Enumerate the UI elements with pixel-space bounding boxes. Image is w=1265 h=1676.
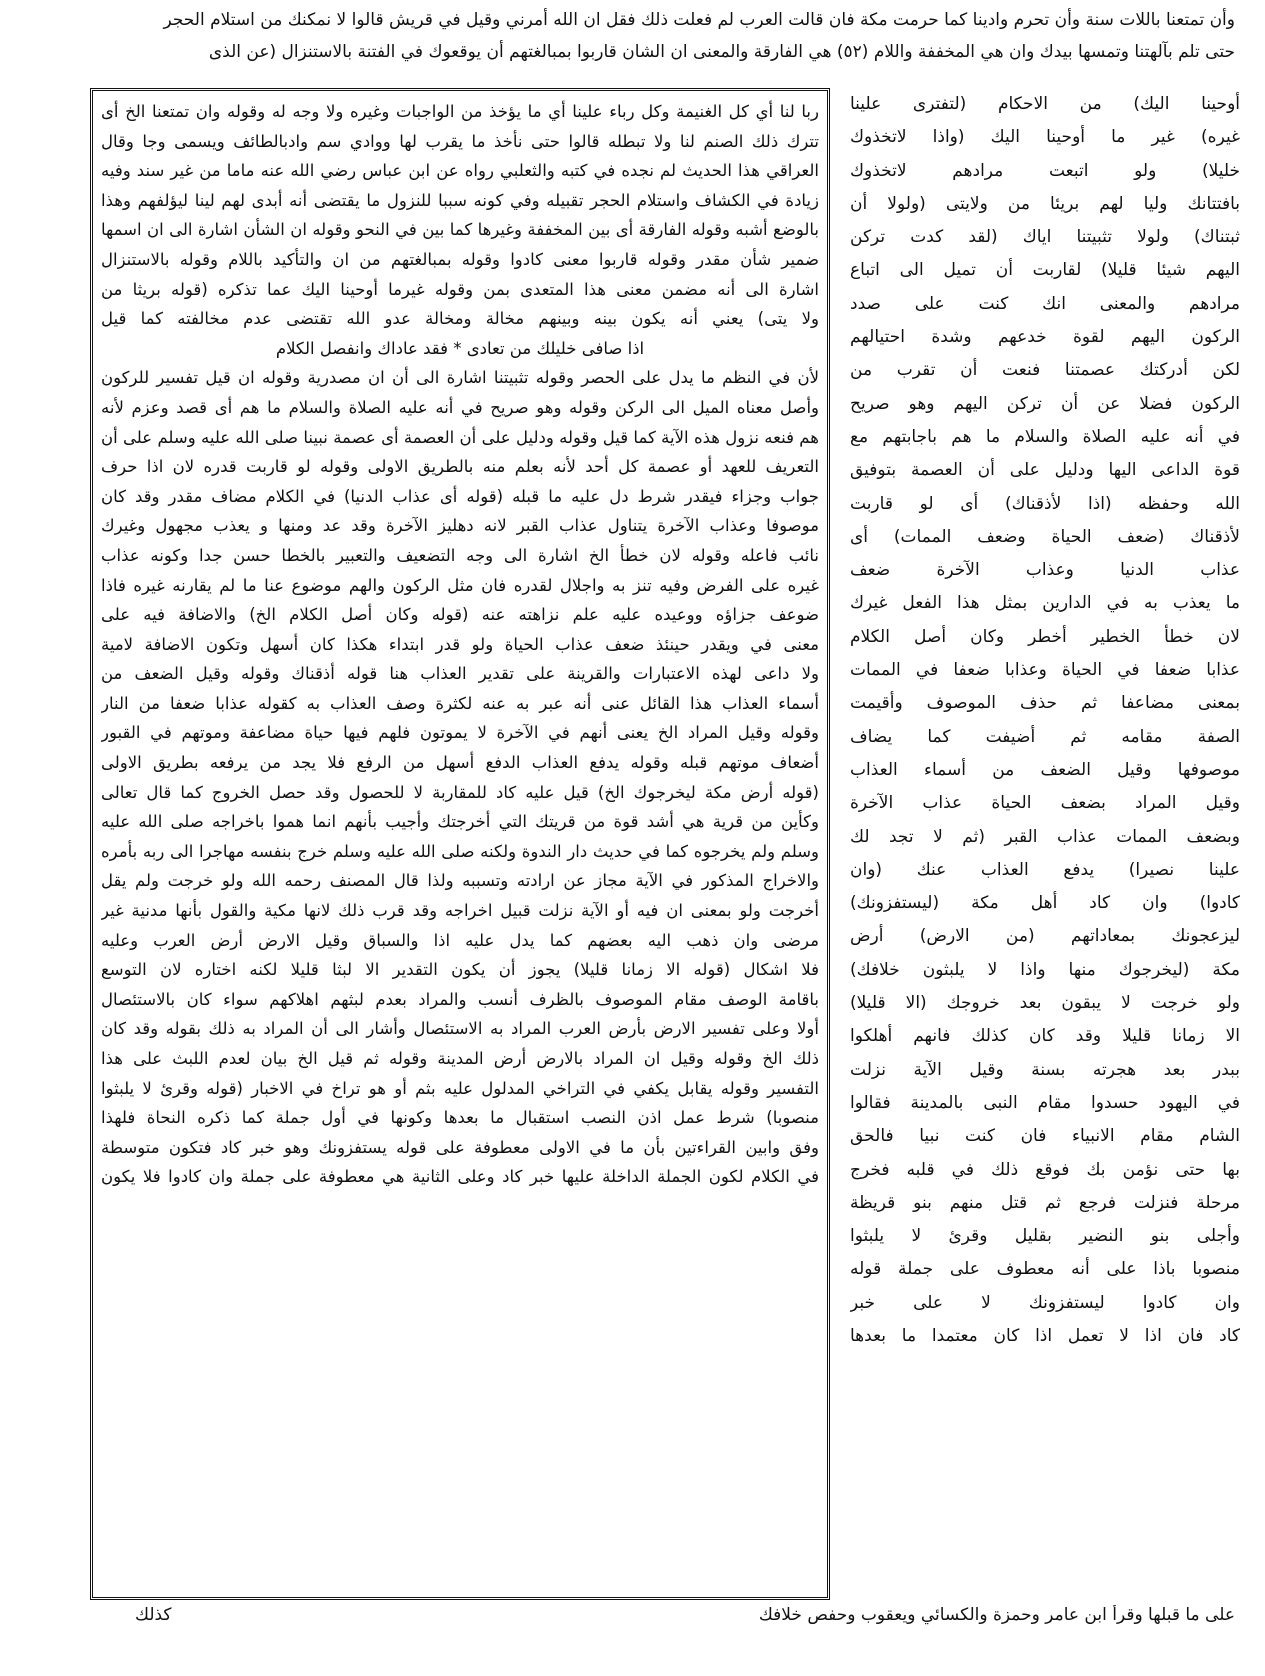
matn-line: موصوفها وقيل الضعف من أسماء العذاب <box>850 759 1240 780</box>
matn-line: اليهم شيئا قليلا) لقاربت أن تميل الى اتباع <box>850 260 1240 281</box>
commentary-line: في الكلام لكون الجملة الداخلة عليها خبر كاد وعلى الثانية هي معطوفة على جملة وان كادوا فلا يكون <box>101 1167 819 1187</box>
commentary-line: ولا يتى) يعني أنه يكون بينه وبينهم مخالة ومخالة عدو الله تقتضى عدم مخالفته كما قيل <box>101 309 819 329</box>
header-line-2: حتى تلم بآلهتنا وتمسها بيدك وان هي المخففة واللام (٥٢) هي الفارقة والمعنى ان الشان قاربوا بمبالغتهم أن يوقعوك في الفتنة بالاستنزال (عن الذى <box>208 42 1235 62</box>
commentary-line: لأن في النظم ما يدل على الحصر وقوله تثبيتنا اشارة الى أن ان مصدرية وقوله ان قيل تفسير للركون <box>101 368 819 388</box>
commentary-line: ولا داعى لهذه الاعتبارات والقرينة على تقدير العذاب هنا قوله أذقناك وقوله وقيل الضعف من <box>101 664 819 684</box>
commentary-line: غيره على الفرض وفيه تنز به واجلال لقدره فان مثل الركون والهم موضوع عنا ما لم يقارنه غيره فاذا <box>101 575 819 595</box>
matn-line: وأجلى بنو النضير بقليل وقرئ لا يلبثوا <box>850 1226 1240 1247</box>
matn-line: في أنه عليه الصلاة والسلام ما هم باجابتهم مع <box>850 426 1240 447</box>
commentary-line: ضوعف جزاؤه ووعيده عليه علم نزاهته عنه (قوله وكان أصل الكلام الخ) والاضافة فيه على <box>101 605 819 625</box>
matn-line: مرحلة فنزلت فرجع ثم قتل منهم بنو قريظة <box>850 1192 1240 1213</box>
commentary-line: التفسير وقوله يقابل يكفي في التراخي المدلول عليه بثم أو هو تراخ في الاخبار (قوله وقرئ لا يلبثوا <box>101 1078 819 1098</box>
matn-line: ليزعجونك بمعاداتهم (من الارض) أرض <box>850 926 1240 947</box>
commentary-line: هم فنعه نزول هذه الآية كما قيل وقوله ودليل على أن العصمة أى عصمة نبينا صلى الله عليه وسلم على أن <box>101 427 819 447</box>
matn-line: قوة الداعى اليها ودليل على أن العصمة بتوفيق <box>850 460 1240 481</box>
matn-line: لان خطأ الخطير أخطر وكان أصل الكلام <box>850 626 1240 647</box>
matn-line: ثبتناك) ولولا تثبيتنا اياك (لقد كدت تركن <box>850 227 1240 248</box>
matn-line: وبضعف الممات عذاب القبر (ثم لا تجد لك <box>850 826 1240 847</box>
matn-line: في اليهود حسدوا مقام النبى بالمدينة فقالوا <box>850 1092 1240 1113</box>
header-line-1: وأن تمتعنا باللات سنة وأن تحرم وادينا كما حرمت مكة فان قالت العرب لم فعلت ذلك فقل ان الله أمرني وقيل في قريش قالوا لا نمكنك من استلام الحجر <box>163 10 1235 30</box>
matn-line: خليلا) ولو اتبعت مرادهم لاتخذوك <box>850 160 1240 181</box>
commentary-line: أولا وعلى تفسير الارض بأرض العرب المراد به الاستئصال وأشار الى أن المراد به ذلك بقوله وقد كان <box>101 1019 819 1039</box>
commentary-line: اشارة الى أنه مضمن معنى هذا المتعدى بمن وقوله غيرما أوحينا اليك عما تذكره (قوله بريثا من <box>101 279 819 299</box>
matn-line: الركون اليهم لقوة خدعهم وشدة احتيالهم <box>850 327 1240 348</box>
commentary-line: زيادة في الكشاف واستلام الحجر تقبيله وفي كونه سببا للنزول ما يقتضى أنه أبدى لهم لينا ليؤلفهم وهذا <box>101 190 819 210</box>
matn-line: الشام مقام الانبياء فان كنت نبيا فالحق <box>850 1126 1240 1147</box>
commentary-line: أضعاف موتهم قبله وقوله يدفع العذاب الدفع أسهل من الرفع فلا يجد من يرفعه بطريق الاولى <box>101 753 819 773</box>
matn-line: وان كادوا ليستفزونك لا على خبر <box>850 1292 1240 1313</box>
commentary-line: منصوبا) شرط عمل اذن النصب استقبال ما بعدها وكونها في أول جملة كما ذكره النحاة فلهذا <box>101 1108 819 1128</box>
commentary-line: أخرجت ولو بمعنى ان فيه أو الآية نزلت قبيل اخراجه وقد قرب ذلك لانها مكية والقول بأنها مدنية غير <box>101 901 819 921</box>
verse-line: اذا صافى خليلك من تعادى * فقد عاداك وانفصل الكلام <box>275 338 645 358</box>
matn-line: أوحينا اليك) من الاحكام (لتفترى علينا <box>850 94 1240 114</box>
matn-line: الا زمانا قليلا وقد كان كذلك فانهم أهلكوا <box>850 1026 1240 1047</box>
commentary-line: وفق وابين القراءتين بأن ما في الاولى معطوفة على قوله يستفزونك وهو خبر كاد فتكون متوسطة <box>101 1137 819 1157</box>
matn-line: علينا نصيرا) يدفع العذاب عنك (وان <box>850 859 1240 880</box>
matn-line: الله وحفظه (اذا لأذقناك) أى لو قاربت <box>850 493 1240 514</box>
matn-line: كادوا) وان كاد أهل مكة (ليستفزونك) <box>850 893 1240 914</box>
commentary-line: التعريف للعهد أو عصمة كل أحد لأنه بعلم منه بالطريق الاولى وقوله لو قاربت قدره لان اذا حرف <box>101 457 819 477</box>
commentary-line: ذلك الخ وقوله وقيل ان المراد بالارض أرض المدينة وقوله ثم قيل الخ بيان لعدم اللبث على هذا <box>101 1049 819 1068</box>
commentary-line: العراقي هذا الحديث لم نجده في كتبه والثعلبي رواه عن ابن عباس رضي الله عنه ماما من غير سند وفيه <box>101 161 819 181</box>
matn-line: الصفة مقامه ثم أضيفت كما يضاف <box>850 726 1240 747</box>
matn-line: غيره) غير ما أوحينا اليك (واذا لاتخذوك <box>850 127 1240 148</box>
commentary-line: وكأين من قرية هي أشد قوة من قريتك التي أخرجتك وأجيب بأنهم انما هموا باخراجه صلى الله عليه <box>101 812 819 832</box>
commentary-line: وقوله وقيل المراد الخ يعنى أنهم في الآخرة لا يموتون فلهم فيها حياة مضاعفة وموتهم في القبور <box>101 723 819 743</box>
commentary-line: أسماء العذاب هذا القائل عنى أنه عبر به عنه لكثرة وصف العذاب به كقوله عذابا ضعفا من النار <box>101 693 819 713</box>
commentary-line: وأصل معناه الميل الى الركن وقوله وهو صريح في أنه عليه الصلاة والسلام ما هم أى قصد وعزم لأنه <box>101 397 819 417</box>
matn-line: عذابا ضعفا في الحياة وعذابا ضعفا في الممات <box>850 660 1240 681</box>
matn-line: لكن أدركتك عصمتنا فنعت أن تقرب من <box>850 360 1240 381</box>
matn-column <box>850 88 1240 1600</box>
commentary-line: تترك ذلك الصنم لنا ولا تبطله قالوا حتى نأخذ ما يقرب لها ووادي سم وادبالطائف ويسمى وجا وقال <box>101 131 819 151</box>
matn-line: عذاب الدنيا وعذاب الآخرة ضعف <box>850 560 1240 581</box>
commentary-line: بالوضع أشبه وقوله الفارقة أى بين المخففة وغيرها كما بين في النحو وقوله ان الشأن اشارة الى ان اسمها <box>101 220 819 240</box>
commentary-line: باقامة الوصف مقام الموصوف بالظرف أنسب والمراد بعدم لبثهم اهلاكهم سواء كان بالاستئصال <box>101 989 819 1009</box>
commentary-line: نائب فاعله وقوله لان خطأ الخ اشارة الى وجه التضعيف والتعبير بالخطا حسن جدا وكونه عذاب <box>101 545 819 565</box>
matn-line: بافتتانك وليا لهم بريئا من ولايتى (ولولا أن <box>850 193 1240 214</box>
commentary-line: ضمير شأن مقدر وقوله قاربوا معنى كادوا وقوله بمبالغتهم من ان والتأكيد باللام وقوله بالاستنزال <box>101 249 819 269</box>
commentary-line: وسلم ولم يخرجوه كما في حديث دار الندوة ولكنه صلى الله عليه وسلم خرج بنفسه مهاجرا الى ربه بأمره <box>101 841 819 861</box>
matn-line: ولو خرجت لا يبقون بعد خروجك (الا قليلا) <box>850 993 1240 1014</box>
matn-line: ما يعذب به في الدارين بمثل هذا الفعل غيرك <box>850 593 1240 614</box>
commentary-line: ربا لنا أي كل الغنيمة وكل رباء علينا أي ما يؤخذ من الواجبات وغيره ولا وجه له وقوله وان تمتعنا الخ أى <box>101 102 819 121</box>
commentary-frame <box>90 88 830 1600</box>
commentary-line: مرضى وان ذهب اليه بعضهم كما يدل عليه اذا والسباق وقيل الارض أرض العرب وعليه <box>101 930 819 950</box>
commentary-line: والاخراج المذكور في الآية مجاز عن ارادته وتسببه ولذا قال المصنف رحمه الله ولو خرجت ولم يقل <box>101 871 819 891</box>
matn-line: الركون فضلا عن أن تركن اليهم وهو صريح <box>850 393 1240 414</box>
commentary-line: معنى في ويقدر حينئذ ضعف عذاب الحياة ولو قدر ابتداء هكذا كان أسهل وتكون الاضافة لامية <box>101 634 819 654</box>
matn-line: وقيل المراد بضعف الحياة عذاب الآخرة <box>850 793 1240 814</box>
footer-line: على ما قبلها وقرأ ابن عامر وحمزة والكسائي ويعقوب وحفص خلافك <box>758 1605 1235 1625</box>
matn-line: منصوبا باذا على أنه معطوف على جملة قوله <box>850 1259 1240 1280</box>
matn-line: مكة (ليخرجوك منها واذا لا يلبثون خلافك) <box>850 959 1240 980</box>
catchword: كذلك <box>135 1605 172 1625</box>
matn-line: ببدر بعد هجرته بسنة وقيل الآية نزلت <box>850 1059 1240 1080</box>
commentary-line: (قوله أرض مكة ليخرجوك الخ) قيل عليه كاد للمقاربة لا للحصول وقد حصل الخروج كما قال تعالى <box>101 782 819 802</box>
commentary-line: موصوفا وعذاب الآخرة يتناول عذاب القبر لانه دهليز الآخرة وقد عد ومنها و يعذب مجهول وغيرك <box>101 516 819 536</box>
matn-line: بمعنى مضاعفا ثم حذف الموصوف وأقيمت <box>850 693 1240 714</box>
commentary-line: فلا اشكال (قوله الا زمانا قليلا) يجوز أن يكون التقدير الا لبثا قليلا لكنه اختاره لان التوسع <box>101 960 819 980</box>
commentary-line: جواب وجزاء فيقدر شرط دل عليه ما قبله (قوله أى عذاب الدنيا) في الكلام مضاف مقدر وقد كان <box>101 486 819 506</box>
matn-line: لأذقناك (ضعف الحياة وضعف الممات) أى <box>850 526 1240 547</box>
matn-line: مرادهم والمعنى انك كنت على صدد <box>850 293 1240 314</box>
matn-line: بها حتى نؤمن بك فوقع ذلك في قلبه فخرج <box>850 1159 1240 1180</box>
matn-line: كاد فان اذا لا تعمل اذا كان معتمدا ما بعدها <box>850 1325 1240 1346</box>
